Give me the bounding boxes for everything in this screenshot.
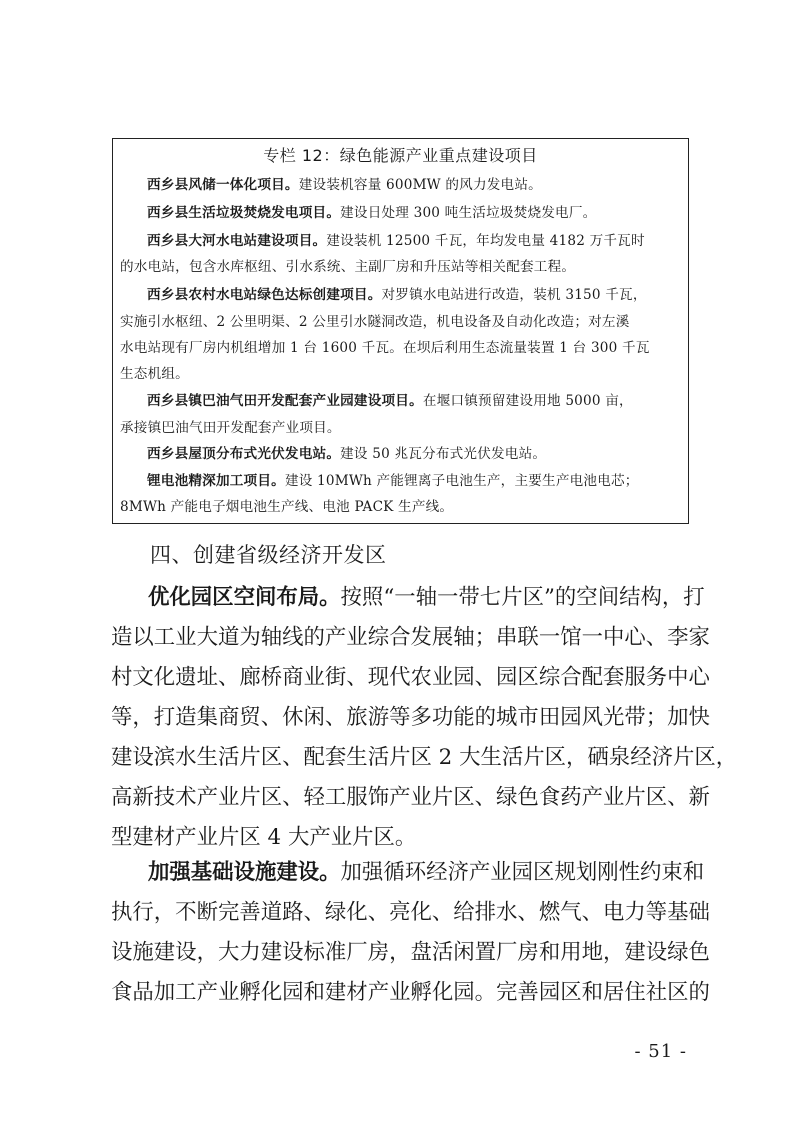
box-line: 锂电池精深加工项目。建设 10MWh 产能锂离子电池生产，主要生产电池电芯；	[147, 473, 639, 489]
box-line: 承接镇巴油气田开发配套产业项目。	[120, 420, 341, 436]
box-line: 西乡县大河水电站建设项目。建设装机 12500 千瓦，年均发电量 4182 万千瓦时	[147, 233, 645, 249]
box-line: 西乡县生活垃圾焚烧发电项目。建设日处理 300 吨生活垃圾焚烧发电厂。	[147, 205, 597, 221]
paragraph-line: 造以工业大道为轴线的产业综合发展轴；串联一馆一中心、李家	[111, 625, 710, 650]
box-line: 的水电站，包含水库枢纽、引水系统、主副厂房和升压站等相关配套工程。	[120, 259, 576, 275]
paragraph-line: 村文化遗址、廊桥商业街、现代农业园、园区综合配套服务中心	[111, 665, 710, 690]
box-line: 西乡县农村水电站绿色达标创建项目。对罗镇水电站进行改造，装机 3150 千瓦，	[147, 287, 647, 303]
box-line: 西乡县屋顶分布式光伏发电站。建设 50 兆瓦分布式光伏发电站。	[147, 446, 547, 462]
paragraph-line: 加强基础设施建设。加强循环经济产业园区规划刚性约束和	[148, 860, 705, 885]
paragraph-line: 执行，不断完善道路、绿化、亮化、给排水、燃气、电力等基础	[111, 900, 710, 925]
page-number: - 51 -	[634, 1041, 687, 1062]
box-line: 水电站现有厂房内机组增加 1 台 1600 千瓦。在坝后利用生态流量装置 1 台 300 千瓦	[120, 340, 650, 356]
paragraph-line: 设施建设，大力建设标准厂房，盘活闲置厂房和用地，建设绿色	[111, 940, 710, 965]
paragraph-line: 型建材产业片区 4 大产业片区。	[111, 825, 417, 850]
feature-box	[112, 138, 689, 524]
paragraph-line: 食品加工产业孵化园和建材产业孵化园。完善园区和居住社区的	[111, 980, 710, 1005]
box-line: 西乡县风储一体化项目。建设装机容量 600MW 的风力发电站。	[147, 177, 542, 193]
box-line: 西乡县镇巴油气田开发配套产业园建设项目。在堰口镇预留建设用地 5000 亩，	[147, 393, 633, 409]
paragraph-line: 等，打造集商贸、休闲、旅游等多功能的城市田园风光带；加快	[111, 705, 710, 730]
box-line: 8MWh 产能电子烟电池生产线、电池 PACK 生产线。	[120, 499, 454, 515]
paragraph-line: 优化园区空间布局。按照“一轴一带七片区”的空间结构，打	[148, 585, 705, 610]
paragraph-line: 建设滨水生活片区、配套生活片区 2 大生活片区，硒泉经济片区，	[111, 745, 738, 770]
box-line: 生态机组。	[120, 366, 189, 382]
paragraph-line: 高新技术产业片区、轻工服饰产业片区、绿色食药产业片区、新	[111, 785, 710, 810]
box-line: 实施引水枢纽、2 公里明渠、2 公里引水隧洞改造，机电设备及自动化改造；对左溪	[120, 314, 630, 330]
feature-box-title: 专栏 12：绿色能源产业重点建设项目	[263, 146, 538, 165]
section-heading: 四、创建省级经济开发区	[150, 543, 387, 567]
